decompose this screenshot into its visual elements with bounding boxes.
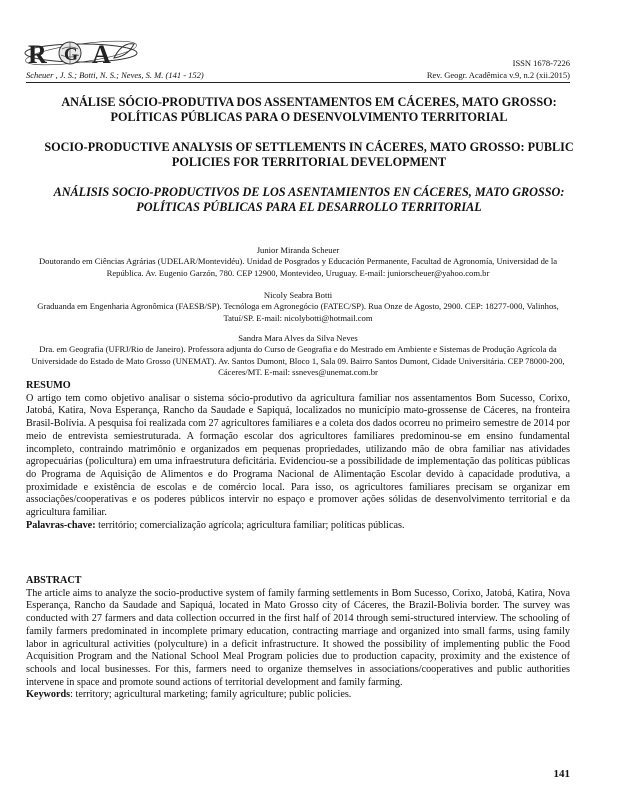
resumo-body: O artigo tem como objetivo analisar o sistema sócio-produtivo da agricultura familiar nos assentamentos Bom Sucesso, Corixo, Jatobá, Katira, Nova Esperança, Rancho da Saudade e Sapiquá, localizados no município mato-grossense de Cáceres, na fronteira Brasil-Bolívia. A pesquisa foi realizada com 27 agricultores familiares e a coleta dos dados ocorreu no primeiro semestre de 2014 por meio de entrevista semiestruturada. A formação escolar dos agricultores familiares predominou-se em ensino fundamental incompleto, contraindo matrimônio e organizados em pequenas propriedades, utilizando mão de obra familiar nas atividades agropecuárias (policultura) em uma infraestrutura deficitária. Evidenciou-se a possibilidade de implementação das políticas públicas do Programa de Aquisição de Alimentos e do Programa Nacional de Alimentação Escolar devido à capacidade produtiva, a proximidade e existência de escolas e de comércio local. Para isso, os agricultores familiares precisam se organizar em associações/cooperativas e os poderes públicos intervir no espaço e promover ações sólidas de desenvolvimento territorial e da agricultura familiar. [26,392,571,519]
author-name: Nicoly Seabra Botti [263,290,333,300]
author-name: Sandra Mara Alves da Silva Neves [238,333,358,343]
issn: ISSN 1678-7226 [512,58,570,68]
journal-logo [22,36,140,70]
title-spanish: ANÁLISIS SOCIO-PRODUCTIVOS DE LOS ASENTAMIENTOS EN CÁCERES, MATO GROSSO: POLÍTICAS PÚBLICAS PARA EL DESARROLLO TERRITORIAL [53,185,565,214]
author-affiliation: Dra. em Geografia (UFRJ/Rio de Janeiro). Professora adjunta do Curso de Geografia e do Mestrado em Ambiente e Sistemas de Produção Agrícola da Universidade do Estado de Mato Grosso (UNEMAT). Av. Santos Dumont, Bloco 1, Sala 09. Bairro Santos Dumont, Cidade Universitária. CEP 78000-200, Cáceres/MT. E-mail: ssneves@unemat.com.br [31,344,565,378]
page-number: 141 [553,768,570,780]
logo-letter-r: R [28,40,47,69]
keywords-label: Palavras-chave: [26,519,96,531]
running-header-journal: Rev. Geogr. Acadêmica v.9, n.2 (xii.2015) [426,70,570,80]
running-header-authors: Scheuer , J. S.; Botti, N. S.; Neves, S. M. (141 - 152) [26,70,204,80]
author-block [26,290,570,324]
abstract-body: The article aims to analyze the socio-productive system of family farming settlements in Bom Sucesso, Corixo, Jatobá, Katira, Nova Esperança, Rancho da Saudade and Sapiquá, located in Mato Grosso city of Cáceres, the Brazil-Bolivia border. The survey was conducted with 27 farmers and data collection occurred in the first half of 2014 through semi-structured interview. The schooling of family farmers predominated in incomplete primary education, contracting marriage and organized into small farms, using family labor in agricultural activities (polyculture) in a deficit infrastructure. It showed the possibility of implementing public the Food Acquisition Program and the National School Meal Program policies due to production capacity, proximity and the existence of schools and local businesses. For this, farmers need to organize themselves in associations/cooperatives and public authorities intervene in space and promote sound actions of territorial development and family farming. [26,587,570,688]
author-name: Junior Miranda Scheuer [256,245,340,255]
title-english: SOCIO-PRODUCTIVE ANALYSIS OF SETTLEMENTS IN CÁCERES, MATO GROSSO: PUBLIC POLICIES FOR TERRITORIAL DEVELOPMENT [44,140,574,169]
keywords-text: : territory; agricultural marketing; family agriculture; public policies. [70,689,352,701]
resumo-keywords [26,520,570,533]
keywords-label: Keywords [26,689,71,701]
abstract-keywords [26,689,570,702]
abstract-section [26,575,570,702]
running-header [26,70,570,83]
author-affiliation: Graduanda em Engenharia Agronômica (FAESB/SP). Tecnóloga em Agronegócio (FATEC/SP). Rua Onze de Agosto, 2900. CEP: 18277-000, Valinhos, Tatuí/SP. E-mail: nicolybotti@hotmail.com [37,301,559,323]
keywords-text: território; comercialização agrícola; agricultura familiar; políticas públicas. [98,519,405,531]
author-block [26,245,570,279]
logo-letter-g: G [64,44,79,64]
resumo-section [26,380,570,532]
author-affiliation: Doutorando em Ciências Agrárias (UDELAR/Montevidéu). Unidad de Posgrados y Educación Permanente, Facultad de Agronomía, Universidad de la República. Av. Eugenio Garzón, 780. CEP 12900, Montevideo, Uruguay. E-mail: juniorscheuer@yahoo.com.br [38,256,558,278]
title-portuguese: ANÁLISE SÓCIO-PRODUTIVA DOS ASSENTAMENTOS EM CÁCERES, MATO GROSSO: POLÍTICAS PÚBLICAS PARA O DESENVOLVIMENTO TERRITORIAL [61,95,557,124]
abstract-heading: ABSTRACT [26,575,82,586]
logo-letter-a: A [92,40,111,69]
author-block [26,333,570,379]
resumo-heading: RESUMO [26,380,71,391]
